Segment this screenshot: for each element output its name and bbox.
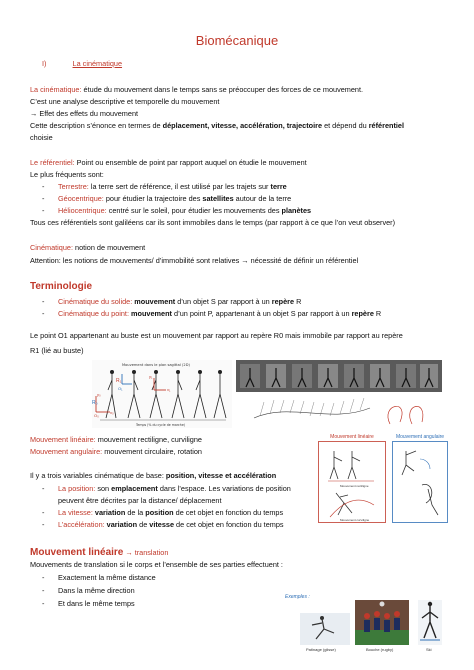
panel-angular-title: Mouvement angulaire	[395, 434, 445, 440]
text: → translation	[125, 548, 169, 557]
mvt-bullet-1-cont: peuvent être décrites par la distance/ déplacement	[58, 496, 222, 505]
example-rugby-image	[355, 600, 409, 645]
text: satellites	[202, 194, 234, 203]
text: de	[137, 520, 150, 529]
text: dans l’espace. Les variations de position	[157, 484, 291, 493]
lin-bullet-1: Exactement la même distance	[58, 573, 156, 582]
ref-bullet-3	[58, 206, 311, 215]
bullet-dash: -	[42, 508, 45, 517]
cine-line-1	[30, 243, 145, 252]
termino-para-2: R1 (lié au buste)	[30, 346, 84, 355]
panel-linear-title: Mouvement linéaire	[330, 434, 374, 440]
caption-rugby: Bouche (rugby)	[366, 647, 394, 652]
text: terre	[270, 182, 287, 191]
ref-bullet-2	[58, 194, 291, 203]
text: mouvement	[129, 309, 172, 318]
bullet-dash: -	[42, 297, 45, 306]
text: La vitesse:	[58, 508, 93, 517]
text: référentiel	[368, 121, 405, 130]
lin-bullet-3: Et dans le même temps	[58, 599, 135, 608]
panel-linear	[318, 441, 386, 523]
text: mouvement rectiligne, curviligne	[95, 435, 202, 444]
trajectory-sketch	[250, 394, 430, 428]
page-title: Biomécanique	[195, 33, 279, 48]
text: Héliocentrique:	[58, 206, 107, 215]
term-cinematique: La cinématique:	[30, 85, 82, 94]
text: centré sur le soleil, pour étudier les mouvements des	[106, 206, 282, 215]
mvt-bullet-3	[58, 520, 284, 529]
label-o1: O₁	[118, 386, 123, 391]
kin-line-2: C’est une analyse descriptive et temporelle du mouvement	[30, 97, 220, 106]
mvt-line-3	[30, 471, 276, 480]
text: L’accélération:	[58, 520, 105, 529]
text: notion de mouvement	[73, 243, 146, 252]
kin-line-5: choisie	[30, 133, 53, 142]
ref-line-2: Le plus fréquents sont:	[30, 170, 104, 179]
text: déplacement, vitesse, accélération, trajectoire	[162, 121, 323, 130]
bullet-dash: -	[42, 599, 45, 608]
kin-line-4	[30, 121, 404, 130]
mvt-bullet-1	[58, 484, 291, 493]
termino-para-1: Le point O1 appartenant au buste est un mouvement par rapport au repère R0 mais immobile par rapport au repère	[30, 331, 403, 340]
text: emplacement	[111, 484, 158, 493]
ref-line-1	[30, 158, 307, 167]
figure-title: Mouvement dans le plan sagittal (2D)	[122, 363, 190, 367]
text: R	[294, 297, 302, 306]
bullet-dash: -	[42, 484, 45, 493]
caption-curviligne: Mouvement curviligne	[340, 518, 370, 522]
mvt-line-1	[30, 435, 202, 444]
text: étude du mouvement dans le temps sans se préoccuper des forces de ce mouvement.	[81, 85, 364, 94]
text: Mouvement angulaire:	[30, 447, 103, 456]
ref-line-3: Tous ces référentiels sont galiléens car ils sont immobiles dans le temps (par rapport à ce que l’on veut observer)	[30, 218, 396, 227]
label-y0: y₀	[97, 392, 101, 397]
examples-label: Exemples :	[285, 594, 310, 600]
text: Terrestre:	[58, 182, 89, 191]
text: La position:	[58, 484, 96, 493]
section-label: La cinématique	[72, 59, 123, 68]
kin-line-3: → Effet des effets du mouvement	[30, 109, 139, 118]
text: de cet objet en fonction du temps	[174, 520, 284, 529]
bullet-dash: -	[42, 206, 45, 215]
text: variation	[104, 520, 138, 529]
text: la terre sert de référence, il est utilisé par les trajets sur	[88, 182, 271, 191]
bullet-dash: -	[42, 309, 45, 318]
text: de cet objet en fonction du temps	[173, 508, 284, 517]
runner-sequence-image	[236, 360, 442, 392]
text: Mouvement linéaire:	[30, 435, 96, 444]
text: mouvement	[132, 297, 176, 306]
example-ski-image	[418, 600, 442, 645]
termino-bullet-2	[58, 309, 381, 318]
mvt-bullet-2	[58, 508, 283, 517]
text: mouvement circulaire, rotation	[102, 447, 202, 456]
label-r0: R₀	[92, 400, 98, 406]
label-o0: O₀	[94, 413, 99, 418]
text: repère	[351, 309, 374, 318]
lin-line-1: Mouvements de translation si le corps et l’ensemble de ses parties effectuent :	[30, 560, 283, 569]
terminologie-heading: Terminologie	[30, 281, 93, 292]
figure-x-axis-label: Temps (% du cycle de marche)	[136, 423, 186, 427]
label-x0: x₀	[110, 410, 114, 415]
text: position	[145, 508, 174, 517]
text: planètes	[281, 206, 312, 215]
bullet-dash: -	[42, 520, 45, 529]
section-heading	[42, 59, 122, 68]
text: Mouvement linéaire	[30, 547, 124, 558]
bullet-dash: -	[42, 194, 45, 203]
text: variation	[92, 508, 126, 517]
section-number: I)	[42, 59, 47, 68]
termino-bullet-1	[58, 297, 301, 306]
text: Cinématique:	[30, 243, 73, 252]
translation-heading	[30, 547, 168, 560]
panel-angular	[392, 441, 448, 523]
caption-rectiligne: Mouvement rectiligne	[340, 484, 369, 488]
text: R	[373, 309, 382, 318]
text: d’un objet S par rapport à un	[175, 297, 272, 306]
caption-patinage: Patinage (glisse)	[306, 647, 336, 652]
bullet-dash: -	[42, 182, 45, 191]
text: Cette description s’énonce en termes de	[30, 121, 163, 130]
bullet-dash: -	[42, 586, 45, 595]
text: autour de la terre	[233, 194, 292, 203]
text: Point ou ensemble de point par rapport auquel on étudie le mouvement	[74, 158, 307, 167]
lin-bullet-2: Dans la même direction	[58, 586, 135, 595]
text: Cinématique du point:	[58, 309, 129, 318]
text: repère	[271, 297, 295, 306]
text: de la	[125, 508, 146, 517]
text: et dépend du	[322, 121, 369, 130]
gait-diagram	[92, 360, 232, 428]
text: son	[95, 484, 112, 493]
mvt-line-2	[30, 447, 202, 456]
bullet-dash: -	[42, 573, 45, 582]
label-x1: x₁	[167, 387, 171, 392]
cine-line-2: Attention: les notions de mouvements/ d’immobilité sont relatives → nécessité de définir un référentiel	[30, 256, 359, 265]
text: d’un point P, appartenant à un objet S par rapport à un	[171, 309, 352, 318]
text: Il y a trois variables cinématique de base:	[30, 471, 166, 480]
text: Cinématique du solide:	[58, 297, 133, 306]
label-y1: y₁	[149, 374, 153, 379]
ref-bullet-1	[58, 182, 287, 191]
kin-line-1	[30, 85, 363, 94]
caption-ski: Ski	[426, 647, 432, 652]
text: pour étudier la trajectoire des	[103, 194, 203, 203]
example-skating-image	[300, 613, 350, 645]
text: position, vitesse et accélération	[165, 471, 277, 480]
term-referentiel: Le référentiel:	[30, 158, 75, 167]
text: Géocentrique:	[58, 194, 104, 203]
label-r1: R₁	[116, 378, 122, 384]
text: vitesse	[149, 520, 175, 529]
